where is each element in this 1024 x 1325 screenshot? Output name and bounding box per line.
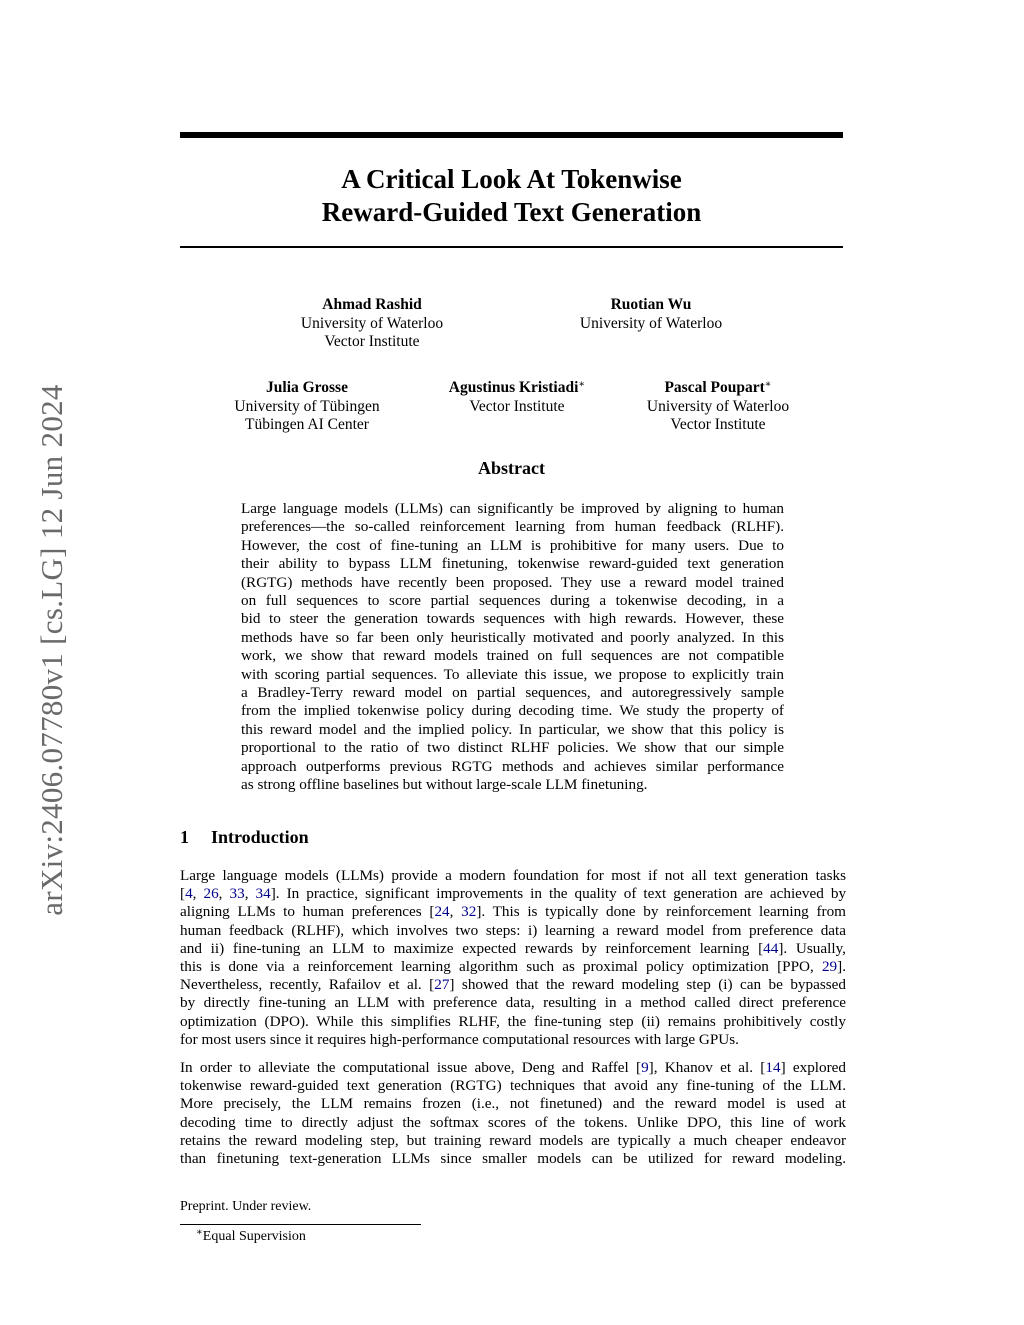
arxiv-identifier: arXiv:2406.07780v1 [cs.LG] 12 Jun 2024: [34, 384, 69, 916]
author-agustinus-kristiadi: [412, 379, 622, 416]
author-affiliation: Vector Institute: [670, 416, 766, 433]
paragraph-line: decoding time to directly adjust the softmax scores of the tokens. Unlike DPO, this line of work: [180, 1113, 846, 1131]
citation-link[interactable]: 34: [255, 885, 271, 903]
section-number: 1: [180, 827, 189, 847]
citation-link[interactable]: 29: [821, 958, 838, 976]
citation-link[interactable]: 32: [461, 903, 477, 921]
abstract-line: However, the cost of fine-tuning an LLM is prohibitive for many users. Due to: [241, 536, 784, 554]
paragraph-line: tokenwise reward-guided text generation (RGTG) techniques that avoid any fine-tuning of the LLM.: [180, 1077, 846, 1095]
intro-paragraph-2: [180, 1059, 846, 1168]
author-affiliation: Tübingen AI Center: [245, 416, 369, 433]
author-affiliation: University of Waterloo: [300, 314, 444, 332]
author-name: Pascal Poupart: [664, 379, 765, 396]
citation-link[interactable]: 44: [763, 939, 779, 957]
footnote: [196, 1228, 306, 1246]
abstract-line: a Bradley-Terry reward model on partial sequences, and autoregressively sample: [241, 684, 784, 702]
equal-supervision-mark: ∗: [578, 379, 586, 390]
abstract-line: preferences—the so-called reinforcement learning from human feedback (RLHF).: [241, 518, 784, 536]
footnote-mark: ∗: [196, 1227, 203, 1238]
paper-title: [180, 163, 843, 229]
paragraph-line: In order to alleviate the computational issue above, Deng and Raffel [9], Khanov et al. [14] explored: [180, 1059, 846, 1076]
paragraph-line: [4, 26, 33, 34]. In practice, significant improvements in the quality of text generation are achieved by: [180, 885, 847, 903]
intro-paragraph-1: [180, 867, 846, 1049]
abstract-line: their ability to bypass LLM finetuning, tokenwise reward-guided text generation: [241, 555, 784, 573]
title-line-2: Reward-Guided Text Generation: [321, 197, 702, 227]
author-ruotian-wu: [551, 296, 751, 333]
paragraph-line: and ii) fine-tuning an LLM to maximize expected rewards by reinforcement learning [44]. Usually,: [180, 939, 846, 957]
paragraph-line: retains the reward modeling step, but training reward models are typically a much cheaper endeavor: [180, 1131, 846, 1149]
author-name: Julia Grosse: [266, 379, 348, 396]
paragraph-line: for most users since it requires high-performance computational resources with large GPUs.: [180, 1030, 739, 1048]
abstract-heading: Abstract: [478, 458, 545, 478]
paragraph-line: More precisely, the LLM remains frozen (i.e., not finetuned) and the reward model is used at: [180, 1095, 846, 1113]
citation-link[interactable]: 9: [641, 1059, 649, 1076]
title-rule-top: [180, 132, 843, 138]
abstract-line: this reward model and the implied policy. In particular, we show that this policy is: [241, 720, 784, 738]
title-line-1: A Critical Look At Tokenwise: [341, 164, 682, 194]
citation-link[interactable]: 14: [765, 1059, 781, 1076]
citation-link[interactable]: 4: [185, 885, 193, 903]
paragraph-line: by directly fine-tuning an LLM with preference data, resulting in a method called direct preference: [180, 994, 846, 1012]
title-rule-bottom: [180, 246, 843, 248]
author-ahmad-rashid: [272, 296, 472, 352]
citation-link[interactable]: 33: [229, 885, 245, 903]
abstract-line: approach outperforms previous RGTG methods and achieves similar performance: [241, 757, 784, 775]
abstract-line: bid to steer the generation towards sequences with high rewards. However, these: [241, 610, 784, 628]
author-affiliation: Vector Institute: [469, 397, 565, 415]
footnote-text: Equal Supervision: [202, 1229, 306, 1244]
author-julia-grosse: [207, 379, 407, 435]
abstract-line: (RGTG) methods have recently been proposed. They use a reward model trained: [241, 573, 784, 591]
paragraph-line: Large language models (LLMs) provide a modern foundation for most if not all text generation tasks: [180, 867, 846, 884]
equal-supervision-mark: ∗: [764, 379, 772, 390]
paragraph-line: than finetuning text-generation LLMs since smaller models can be utilized for reward modeling.: [180, 1150, 846, 1168]
abstract-line: work, we show that reward models trained on full sequences are not compatible: [241, 647, 784, 665]
paragraph-line: aligning LLMs to human preferences [24, 32]. This is typically done by reinforcement learning from: [180, 903, 847, 921]
abstract-line: with scoring partial sequences. To alleviate this issue, we propose to explicitly train: [241, 665, 784, 683]
author-affiliation: University of Tübingen: [234, 397, 380, 415]
abstract-line: proportional to the ratio of two distinct RLHF policies. We show that our simple: [241, 739, 784, 757]
citation-link[interactable]: 26: [203, 885, 219, 903]
section-title: Introduction: [211, 827, 309, 847]
abstract-line: from the implied tokenwise policy during decoding time. We study the property of: [241, 702, 784, 720]
citation-link[interactable]: 27: [434, 976, 450, 994]
author-affiliation: Vector Institute: [324, 333, 420, 350]
author-affiliation: University of Waterloo: [646, 397, 790, 415]
section-heading-introduction: [180, 825, 309, 849]
paragraph-line: this is done via a reinforcement learning algorithm such as proximal policy optimization [PPO, 29].: [180, 958, 846, 976]
author-name: Ruotian Wu: [610, 296, 692, 313]
abstract-line: Large language models (LLMs) can significantly be improved by aligning to human: [241, 500, 784, 517]
paragraph-line: optimization (DPO). While this simplifies RLHF, the fine-tuning step (ii) remains prohibitively costly: [180, 1012, 846, 1030]
footnote-rule: [180, 1224, 421, 1225]
author-name: Ahmad Rashid: [322, 296, 422, 313]
paragraph-line: human feedback (RLHF), which involves two steps: i) learning a reward model from preference data: [180, 921, 846, 939]
citation-link[interactable]: 24: [434, 903, 450, 921]
abstract-body: [241, 500, 784, 795]
author-name: Agustinus Kristiadi: [448, 379, 579, 396]
author-affiliation: University of Waterloo: [579, 314, 723, 332]
abstract-line: on full sequences to score partial sequences during a tokenwise decoding, in a: [241, 592, 784, 610]
preprint-note: Preprint. Under review.: [180, 1199, 312, 1214]
abstract-line: as strong offline baselines but without large-scale LLM finetuning.: [241, 776, 648, 794]
abstract-line: methods have so far been only heuristically motivated and poorly analyzed. In this: [241, 628, 784, 646]
paragraph-line: Nevertheless, recently, Rafailov et al. [27] showed that the reward modeling step (i) can be bypassed: [180, 976, 846, 994]
author-pascal-poupart: [618, 379, 818, 435]
